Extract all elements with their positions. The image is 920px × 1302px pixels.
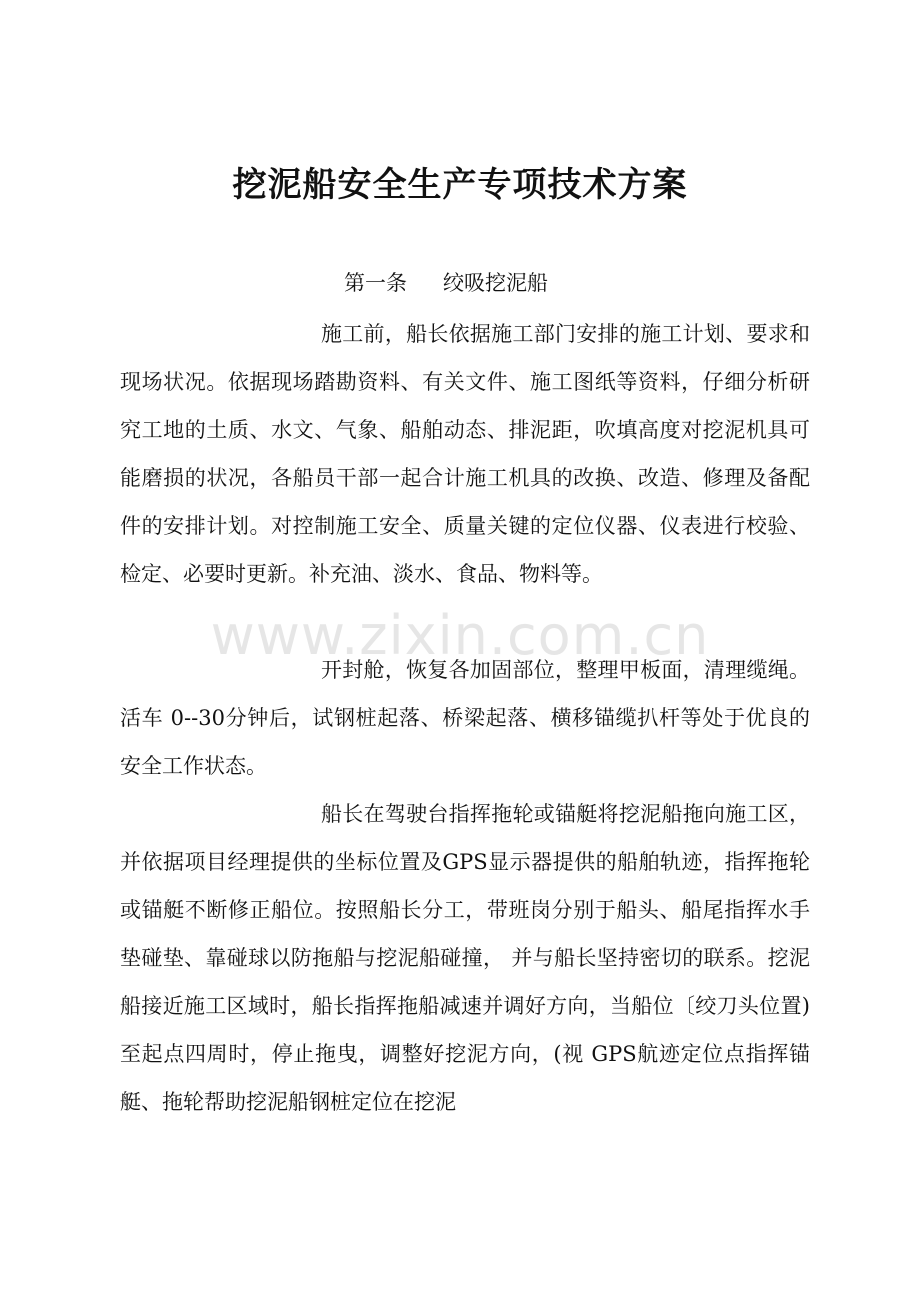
page-title: 挖泥船安全生产专项技术方案 [232, 165, 688, 205]
section-heading [344, 266, 548, 300]
watermark: www.zixin.com.cn [210, 604, 710, 667]
section-name: 绞吸挖泥船 [443, 271, 548, 295]
paragraph: 开封舱，恢复各加固部位，整理甲板面，清理缆绳。 活车 0--30分钟后，试钢桩起落、桥梁起落、横移锚缆扒杆等处于优良的安全工作状态。 [120, 658, 810, 778]
paragraph: 船长在驾驶台指挥拖轮或锚艇将挖泥船拖向施工区，并依据项目经理提供的坐标位置及GPS显示器提供的船舶轨迹，指挥拖轮或锚艇不断修正船位。按照船长分工，带班岗分别于船头、船尾指挥水手垫碰垫、靠碰球以防拖船与挖泥船碰撞， 并与船长坚持密切的联系。挖泥船接近施工区域时，船长指挥拖船减速并调好方向，当船位〔绞刀头位置)至起点四周时，停止拖曳，调整好挖泥方向，(视 GPS航迹定位点指挥锚艇、拖轮帮助挖泥船钢桩定位在挖泥 [120, 802, 810, 1114]
section-number: 第一条 [344, 271, 407, 295]
paragraph: 施工前，船长依据施工部门安排的施工计划、要求和现场状况。依据现场踏勘资料、有关文件、施工图纸等资料，仔细分析研究工地的土质、水文、气象、船舶动态、排泥距，吹填高度对挖泥机具可能磨损的状况，各船员干部一起合计施工机具的改换、改造、修理及备配件的安排计划。对控制施工安全、质量关键的定位仪器、仪表进行校验、检定、必要时更新。补充油、淡水、食品、物料等。 [120, 322, 810, 586]
